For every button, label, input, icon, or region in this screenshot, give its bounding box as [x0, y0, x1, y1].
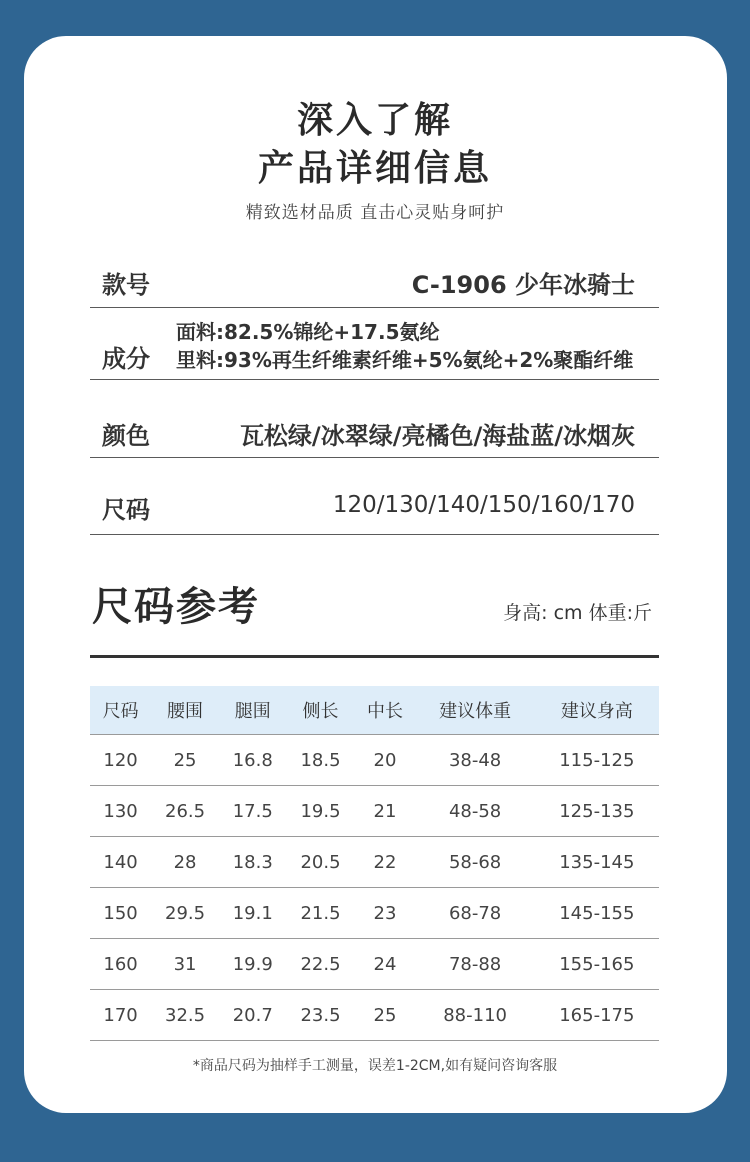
table-cell: 155-165 — [535, 939, 659, 990]
lining-fabric-line: 里料:93%再生纤维素纤维+5%氨纶+2%聚酯纤维 — [176, 348, 634, 372]
table-cell: 25 — [354, 990, 415, 1041]
table-cell: 21.5 — [287, 888, 355, 939]
size-row — [90, 457, 659, 535]
table-cell: 26.5 — [151, 786, 219, 837]
table-row — [90, 786, 659, 837]
table-cell: 145-155 — [535, 888, 659, 939]
table-cell: 16.8 — [219, 735, 287, 786]
column-header: 侧长 — [287, 686, 355, 735]
unit-note: 身高: cm 体重:斤 — [503, 602, 652, 624]
shell-fabric-line: 面料:82.5%锦纶+17.5氨纶 — [176, 320, 440, 344]
table-cell: 165-175 — [535, 990, 659, 1041]
table-cell: 48-58 — [416, 786, 535, 837]
page-title-line2: 产品详细信息 — [257, 148, 492, 189]
page-title-line1: 深入了解 — [296, 100, 453, 141]
color-value: 瓦松绿/冰翠绿/亮橘色/海盐蓝/冰烟灰 — [239, 422, 635, 450]
table-cell: 19.5 — [287, 786, 355, 837]
table-cell: 25 — [151, 735, 219, 786]
table-cell: 115-125 — [535, 735, 659, 786]
column-header: 中长 — [354, 686, 415, 735]
style-number-value: C-1906 少年冰骑士 — [411, 271, 635, 299]
table-cell: 78-88 — [416, 939, 535, 990]
table-cell: 21 — [354, 786, 415, 837]
table-cell: 19.1 — [219, 888, 287, 939]
table-cell: 120 — [90, 735, 151, 786]
style-number-row — [90, 252, 659, 308]
table-cell: 150 — [90, 888, 151, 939]
style-number-label: 款号 — [102, 271, 150, 299]
size-value: 120/130/140/150/160/170 — [332, 492, 635, 518]
column-header: 建议体重 — [416, 686, 535, 735]
table-row — [90, 990, 659, 1041]
composition-label: 成分 — [102, 345, 150, 373]
size-label: 尺码 — [102, 496, 150, 524]
table-row — [90, 939, 659, 990]
page-subtitle: 精致选材品质 直击心灵贴身呵护 — [245, 203, 505, 223]
table-cell: 31 — [151, 939, 219, 990]
table-cell: 58-68 — [416, 837, 535, 888]
table-cell: 28 — [151, 837, 219, 888]
table-cell: 125-135 — [535, 786, 659, 837]
table-cell: 140 — [90, 837, 151, 888]
table-cell: 170 — [90, 990, 151, 1041]
table-cell: 32.5 — [151, 990, 219, 1041]
table-cell: 29.5 — [151, 888, 219, 939]
table-cell: 68-78 — [416, 888, 535, 939]
table-row — [90, 837, 659, 888]
table-cell: 19.9 — [219, 939, 287, 990]
table-cell: 17.5 — [219, 786, 287, 837]
column-header: 腰围 — [151, 686, 219, 735]
table-cell: 22 — [354, 837, 415, 888]
table-cell: 18.3 — [219, 837, 287, 888]
table-cell: 135-145 — [535, 837, 659, 888]
size-table-header — [90, 686, 659, 735]
measurement-footnote: *商品尺码为抽样手工测量，误差1-2CM,如有疑问咨询客服 — [192, 1058, 558, 1074]
table-row — [90, 888, 659, 939]
size-chart-title: 尺码参考 — [92, 584, 260, 630]
table-cell: 20 — [354, 735, 415, 786]
table-cell: 20.7 — [219, 990, 287, 1041]
color-row — [90, 379, 659, 458]
table-cell: 160 — [90, 939, 151, 990]
table-cell: 130 — [90, 786, 151, 837]
section-divider — [90, 655, 659, 658]
table-cell: 18.5 — [287, 735, 355, 786]
column-header: 腿围 — [219, 686, 287, 735]
table-cell: 88-110 — [416, 990, 535, 1041]
size-table — [90, 686, 659, 1041]
composition-row — [90, 307, 659, 380]
table-cell: 24 — [354, 939, 415, 990]
color-label: 颜色 — [102, 422, 150, 450]
table-cell: 23.5 — [287, 990, 355, 1041]
table-cell: 38-48 — [416, 735, 535, 786]
column-header: 建议身高 — [535, 686, 659, 735]
table-cell: 22.5 — [287, 939, 355, 990]
table-row — [90, 735, 659, 786]
table-cell: 20.5 — [287, 837, 355, 888]
table-cell: 23 — [354, 888, 415, 939]
column-header: 尺码 — [90, 686, 151, 735]
